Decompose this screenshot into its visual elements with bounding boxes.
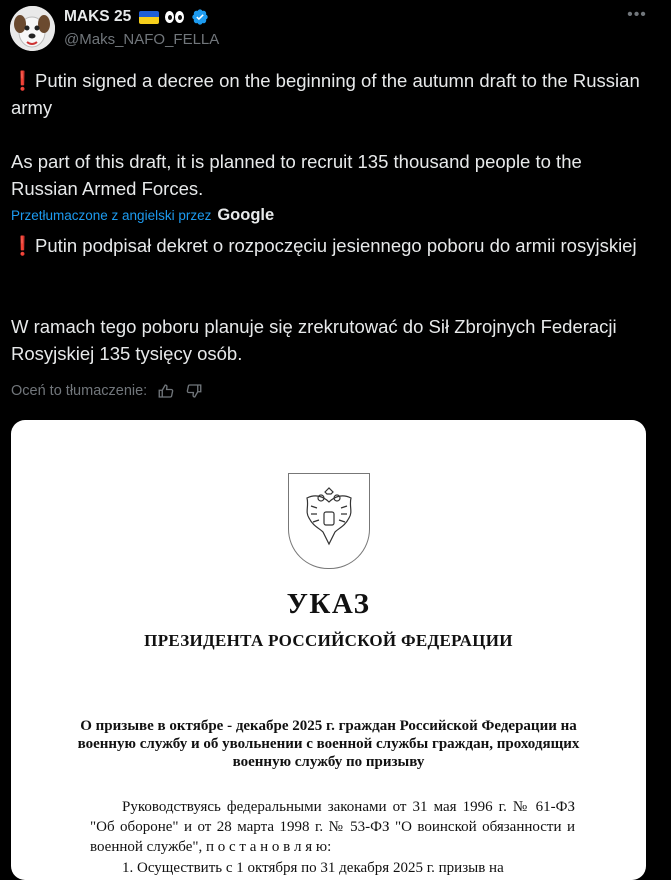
document-subheading: ПРЕЗИДЕНТА РОССИЙСКОЙ ФЕДЕРАЦИИ <box>144 631 513 650</box>
russian-coat-of-arms-icon <box>297 486 361 556</box>
document-title: О призыве в октябре - декабре 2025 г. граждан Российской Федерации на военную службу и об увольнении с военной службы граждан, проходящих военную службу по призыву <box>77 718 580 770</box>
emblem-frame <box>288 473 370 569</box>
avatar[interactable] <box>10 6 55 51</box>
document-body <box>90 797 575 857</box>
author-handle[interactable]: @Maks_NAFO_FELLA <box>64 31 220 48</box>
rate-translation <box>11 382 203 400</box>
exclamation-icon: ❗ <box>11 70 35 91</box>
translated-line1: ❗Putin podpisał dekret o rozpoczęciu jesiennego poboru do armii rosyjskiej <box>11 232 651 259</box>
document-clause: 1. Осуществить с 1 октября по 31 декабря 2025 г. призыв на <box>122 860 504 876</box>
exclamation-icon: ❗ <box>11 235 35 256</box>
more-dots-icon[interactable]: ••• <box>627 6 647 23</box>
google-logo: Google <box>217 206 275 224</box>
document-heading: УКАЗ <box>286 588 371 620</box>
rate-translation-label: Oceń to tłumaczenie: <box>11 383 148 399</box>
thumbs-down-icon[interactable] <box>185 382 203 400</box>
translated-line2: W ramach tego poboru planuje się zrekrutować do Sił Zbrojnych Federacji Rosyjskiej 135 tysięcy osób. <box>11 316 617 364</box>
translated-by-link[interactable] <box>11 206 274 225</box>
post-header <box>0 0 671 64</box>
avatar-dog-icon <box>10 6 55 51</box>
original-line2: As part of this draft, it is planned to recruit 135 thousand people to the Russian Armed Forces. <box>11 151 582 199</box>
eyes-icon <box>165 11 184 23</box>
thumbs-up-icon[interactable] <box>157 382 175 400</box>
document-body-paragraph: Руководствуясь федеральными законами от 31 мая 1996 г. № 61-ФЗ "Об обороне" и от 28 марта 1998 г. № 53-ФЗ "О воинской обязанности и военной службе", п о с т а н о в л я ю: <box>90 799 575 855</box>
translated-by-label: Przetłumaczone z angielski przez <box>11 208 212 223</box>
author-name[interactable]: MAKS 25 <box>64 8 132 25</box>
author-name-row[interactable] <box>64 8 209 26</box>
original-line1: ❗Putin signed a decree on the beginning of the autumn draft to the Russian army <box>11 67 651 121</box>
ukraine-flag-icon <box>139 11 159 24</box>
decree-document-image[interactable] <box>11 420 646 880</box>
verified-badge-icon <box>191 8 209 26</box>
